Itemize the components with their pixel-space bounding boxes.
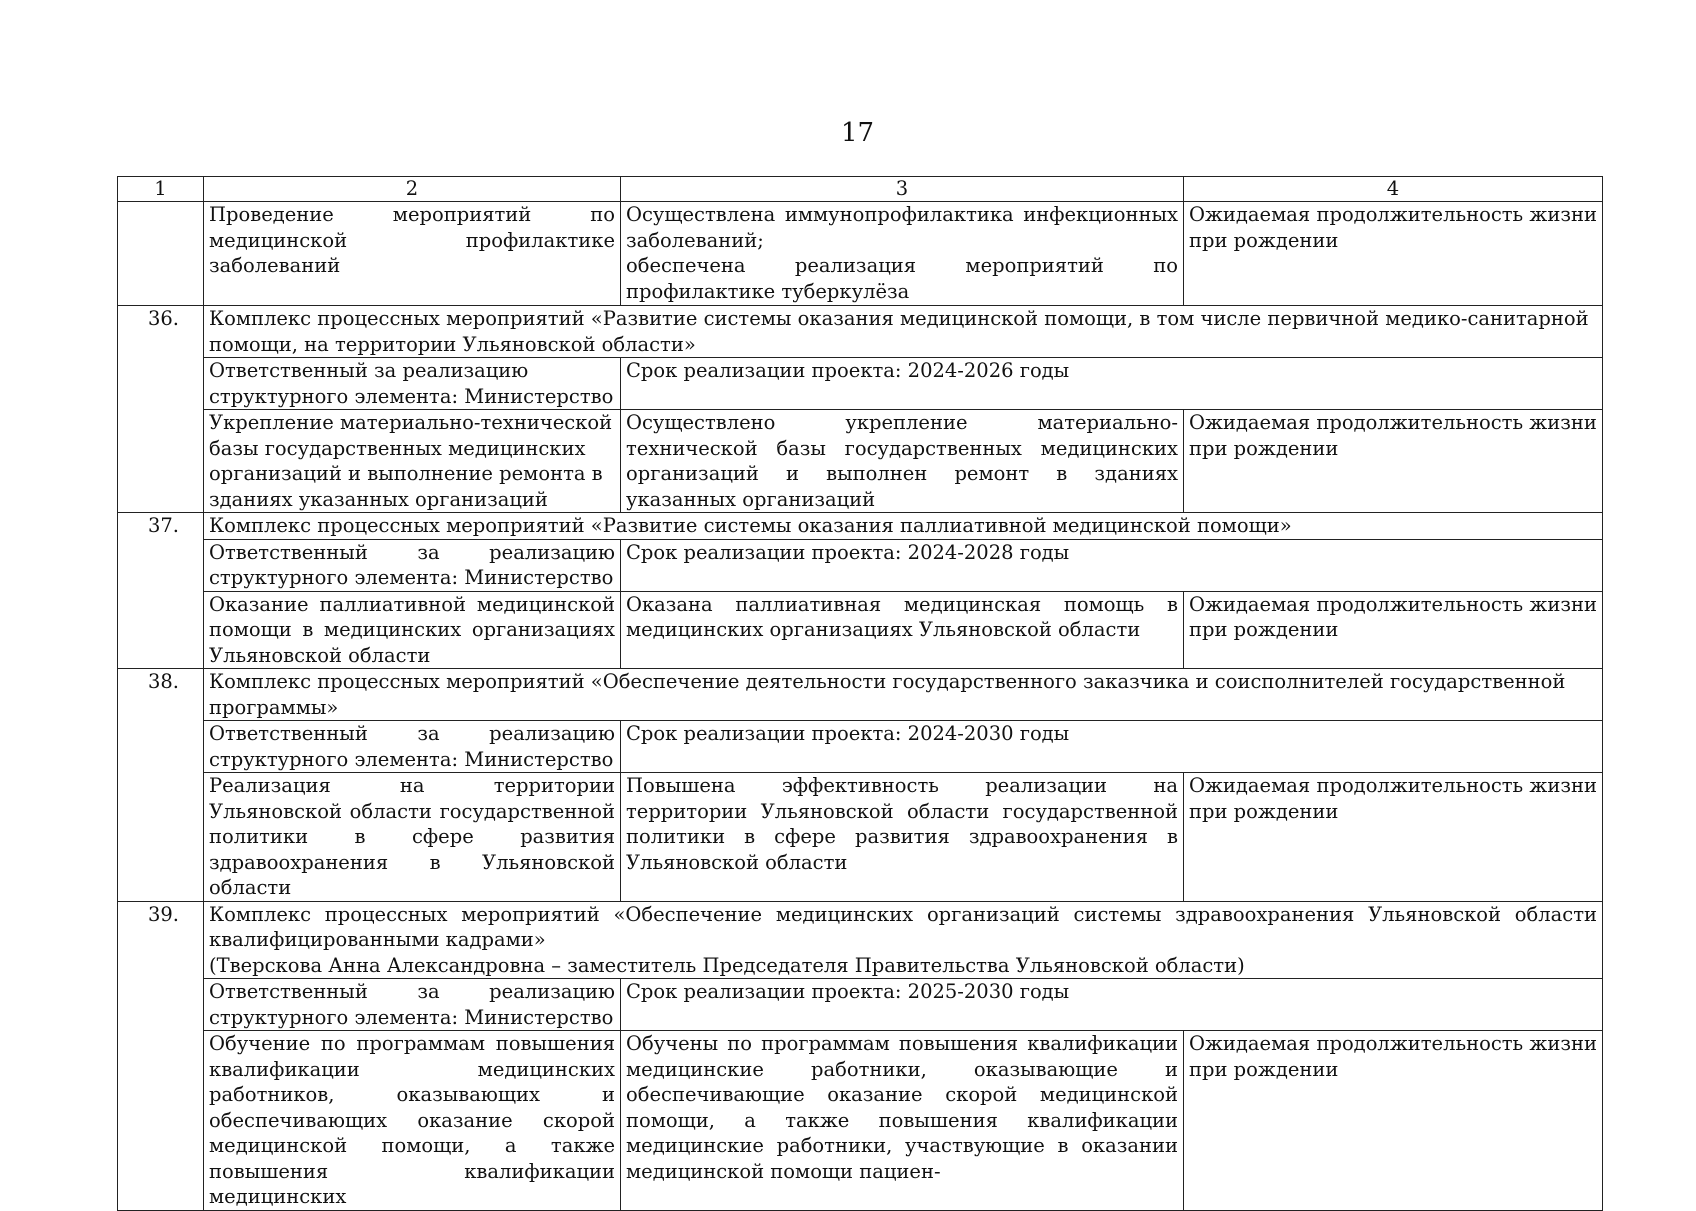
- responsible-cell: Ответственный за реализацию структурного элемента: Министерство: [204, 721, 621, 773]
- section-title-row: [118, 669, 1603, 721]
- responsible-row: [118, 358, 1603, 410]
- term-cell: Срок реализации проекта: 2024-2030 годы: [621, 721, 1603, 773]
- result-cell: [621, 202, 1184, 306]
- header-cell: 1: [118, 177, 204, 202]
- term-cell: Срок реализации проекта: 2025-2030 годы: [621, 979, 1603, 1031]
- result-cell: Обучены по программам повышения квалификации медицинские работники, оказывающие и обеспечивающие оказание скорой медицинской помощи, а также повышения квалификации медицинские работники, участвующие в оказании медицинской помощи пациен-: [621, 1031, 1184, 1211]
- responsible-cell: Ответственный за реализацию структурного элемента: Министерство: [204, 539, 621, 591]
- responsible-row: [118, 539, 1603, 591]
- result-line: Осуществлена иммунопрофилактика инфекционных заболеваний;: [626, 203, 1178, 252]
- responsible-cell: Ответственный за реализацию структурного элемента: Министерство: [204, 358, 621, 410]
- section-title: [204, 901, 1603, 979]
- task-cell: Обучение по программам повышения квалификации медицинских работников, оказывающих и обеспечивающих оказание скорой медицинской помощи, а также повышения квалификации медицинских: [204, 1031, 621, 1211]
- result-cell: Оказана паллиативная медицинская помощь в медицинских организациях Ульяновской области: [621, 591, 1184, 669]
- result-cell: Повышена эффективность реализации на территории Ульяновской области государственной политики в сфере развития здравоохранения в Ульяновской области: [621, 773, 1184, 902]
- section-number: 36.: [118, 306, 204, 513]
- section-subtitle: (Тверскова Анна Александровна – заместитель Председателя Правительства Ульяновской области): [209, 953, 1245, 977]
- table-row: [118, 1031, 1603, 1211]
- indicator-cell: Ожидаемая продолжительность жизни при рождении: [1184, 591, 1603, 669]
- table-row: [118, 591, 1603, 669]
- header-cell: 2: [204, 177, 621, 202]
- section-title: Комплекс процессных мероприятий «Развитие системы оказания медицинской помощи, в том числе первичной медико-санитарной помощи, на территории Ульяновской области»: [204, 306, 1603, 358]
- result-cell: Осуществлено укрепление материально-технической базы государственных медицинских организаций и выполнен ремонт в зданиях указанных организаций: [621, 410, 1184, 513]
- section-number: 38.: [118, 669, 204, 902]
- term-cell: Срок реализации проекта: 2024-2026 годы: [621, 358, 1603, 410]
- task-cell: Укрепление материально-технической базы государственных медицинских организаций и выполнение ремонта в зданиях указанных организаций: [204, 410, 621, 513]
- task-cell: Реализация на территории Ульяновской области государственной политики в сфере развития здравоохранения в Ульяновской области: [204, 773, 621, 902]
- section-title-row: [118, 901, 1603, 979]
- program-table: [117, 176, 1603, 1211]
- responsible-row: [118, 721, 1603, 773]
- task-cell: Проведение мероприятий по медицинской профилактике заболеваний: [204, 202, 621, 306]
- number-cell: [118, 202, 204, 306]
- indicator-cell: Ожидаемая продолжительность жизни при рождении: [1184, 410, 1603, 513]
- task-cell: Оказание паллиативной медицинской помощи в медицинских организациях Ульяновской области: [204, 591, 621, 669]
- indicator-cell: Ожидаемая продолжительность жизни при рождении: [1184, 1031, 1603, 1211]
- responsible-row: [118, 979, 1603, 1031]
- page-number: 17: [840, 118, 875, 148]
- section-title: Комплекс процессных мероприятий «Обеспечение деятельности государственного заказчика и соисполнителей государственной программы»: [204, 669, 1603, 721]
- table-header-row: [118, 177, 1603, 202]
- section-title-row: [118, 306, 1603, 358]
- term-cell: Срок реализации проекта: 2024-2028 годы: [621, 539, 1603, 591]
- header-cell: 4: [1184, 177, 1603, 202]
- result-line: обеспечена реализация мероприятий по профилактике туберкулёза: [626, 254, 1178, 303]
- table-row: [118, 410, 1603, 513]
- indicator-cell: Ожидаемая продолжительность жизни при рождении: [1184, 202, 1603, 306]
- indicator-cell: Ожидаемая продолжительность жизни при рождении: [1184, 773, 1603, 902]
- table-row: [118, 773, 1603, 902]
- section-title-row: [118, 513, 1603, 540]
- section-number: 37.: [118, 513, 204, 669]
- section-title-text: Комплекс процессных мероприятий «Обеспечение медицинских организаций системы здравоохранения Ульяновской области квалифицированными кадрами»: [209, 902, 1597, 951]
- table-row: [118, 202, 1603, 306]
- responsible-cell: Ответственный за реализацию структурного элемента: Министерство: [204, 979, 621, 1031]
- header-cell: 3: [621, 177, 1184, 202]
- section-number: 39.: [118, 901, 204, 1210]
- section-title: Комплекс процессных мероприятий «Развитие системы оказания паллиативной медицинской помощи»: [204, 513, 1603, 540]
